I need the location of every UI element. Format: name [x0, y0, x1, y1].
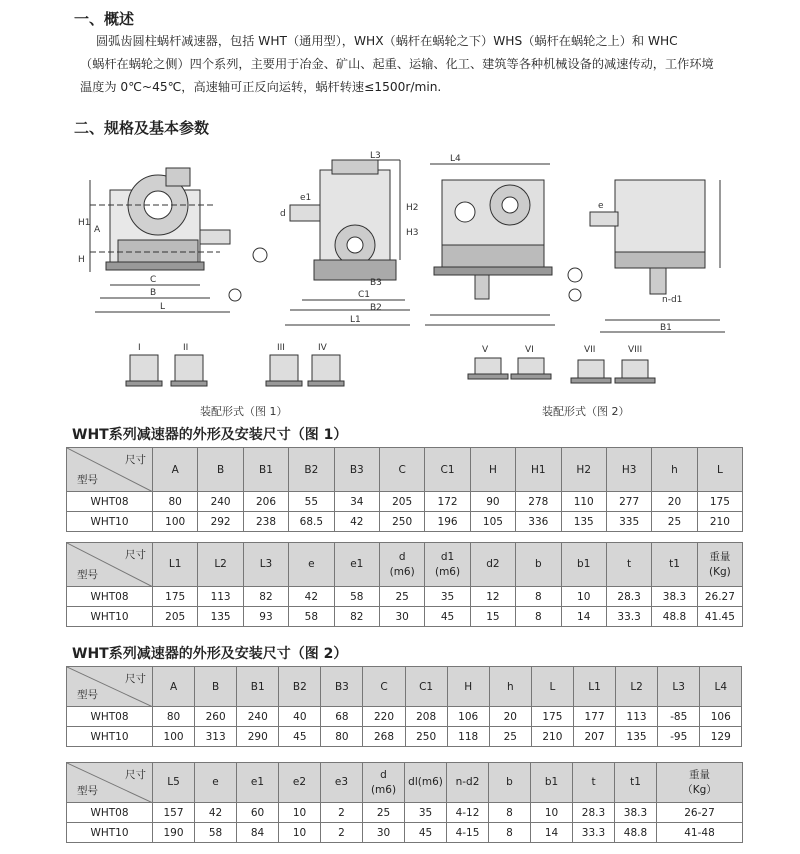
mount-label-3: III — [277, 343, 285, 353]
value-cell: 38.3 — [652, 587, 697, 607]
table2-part1 — [66, 666, 742, 747]
drawings-svg — [70, 150, 790, 420]
dim-label-h2: H2 — [406, 203, 419, 213]
dim-label-c1: C1 — [358, 290, 371, 300]
value-cell: 8 — [489, 823, 531, 843]
figure2-caption: 装配形式（图 2） — [542, 405, 630, 418]
value-cell: 30 — [363, 823, 405, 843]
mount-label-6: VI — [525, 345, 534, 355]
value-cell: 10 — [279, 823, 321, 843]
value-cell: 8 — [489, 803, 531, 823]
value-cell: 135 — [561, 512, 606, 532]
value-cell: 58 — [289, 607, 334, 627]
value-cell: 250 — [405, 727, 447, 747]
value-cell: 33.3 — [606, 607, 651, 627]
table-row — [67, 587, 743, 607]
table-corner-cell — [67, 543, 153, 587]
col-header: C — [363, 667, 405, 707]
table-row — [67, 727, 742, 747]
col-header: e1 — [237, 763, 279, 803]
dim-label-nd1: n-d1 — [662, 295, 683, 305]
value-cell: 196 — [425, 512, 470, 532]
value-cell: 45 — [405, 823, 447, 843]
model-cell: WHT08 — [67, 707, 153, 727]
value-cell: 129 — [700, 727, 742, 747]
value-cell: 38.3 — [615, 803, 657, 823]
value-cell: 28.3 — [573, 803, 615, 823]
value-cell: 60 — [237, 803, 279, 823]
value-cell: 8 — [516, 587, 561, 607]
value-cell: 238 — [243, 512, 288, 532]
col-header: L4 — [700, 667, 742, 707]
col-header: B2 — [279, 667, 321, 707]
col-header: H1 — [516, 448, 561, 492]
value-cell: 68 — [321, 707, 363, 727]
table-corner-cell — [67, 448, 153, 492]
value-cell: 175 — [531, 707, 573, 727]
col-header: B1 — [237, 667, 279, 707]
value-cell: 93 — [243, 607, 288, 627]
value-cell: 10 — [531, 803, 573, 823]
col-header: L3 — [658, 667, 700, 707]
value-cell: 84 — [237, 823, 279, 843]
value-cell: 277 — [606, 492, 651, 512]
col-header: L — [531, 667, 573, 707]
table1-part2 — [66, 542, 743, 627]
dim-label-b3: B3 — [370, 278, 382, 288]
col-header: t — [606, 543, 651, 587]
col-header-weight: 重量 （Kg） — [657, 763, 743, 803]
corner-label-model: 型号 — [77, 689, 98, 701]
figure1-caption: 装配形式（图 1） — [200, 405, 288, 418]
value-cell: 35 — [425, 587, 470, 607]
overview-line-1: 圆弧齿圆柱蜗杆减速器，包括 WHT（通用型），WHX（蜗杆在蜗轮之下）WHS（蜗杆在蜗轮之上）和 WHC — [96, 34, 678, 48]
value-cell: 48.8 — [652, 607, 697, 627]
value-cell: 206 — [243, 492, 288, 512]
value-cell: 208 — [405, 707, 447, 727]
table1-part1 — [66, 447, 743, 532]
col-header: B — [198, 448, 243, 492]
dim-label-b: B — [150, 288, 157, 298]
value-cell: 292 — [198, 512, 243, 532]
mount-label-2: II — [183, 343, 189, 353]
technical-drawings — [70, 150, 790, 420]
value-cell: 34 — [334, 492, 379, 512]
section-heading-specs: 二、规格及基本参数 — [74, 119, 210, 137]
col-header: A — [153, 667, 195, 707]
col-header: b1 — [561, 543, 606, 587]
table1-title: WHT系列减速器的外形及安装尺寸（图 1） — [72, 427, 348, 443]
model-cell: WHT08 — [67, 587, 153, 607]
value-cell: 220 — [363, 707, 405, 727]
value-cell: 35 — [405, 803, 447, 823]
value-cell: 207 — [573, 727, 615, 747]
fig2-side-view — [568, 180, 725, 332]
dim-label-a: A — [94, 225, 101, 235]
table-row — [67, 823, 743, 843]
col-header: H3 — [606, 448, 651, 492]
dim-label-b1: B1 — [660, 323, 672, 333]
value-cell: 82 — [334, 607, 379, 627]
col-header: b — [489, 763, 531, 803]
corner-label-dimension: 尺寸 — [125, 454, 146, 466]
value-cell: 28.3 — [606, 587, 651, 607]
col-header: e2 — [279, 763, 321, 803]
mount-label-7: VII — [584, 345, 596, 355]
table-row — [67, 492, 743, 512]
col-header: L1 — [573, 667, 615, 707]
value-cell: 336 — [516, 512, 561, 532]
dim-label-h3: H3 — [406, 228, 419, 238]
col-header: L3 — [243, 543, 288, 587]
value-cell: 90 — [470, 492, 515, 512]
fig2-front-view — [425, 164, 555, 325]
value-cell: 48.8 — [615, 823, 657, 843]
overview-paragraph — [80, 30, 780, 99]
col-header: t — [573, 763, 615, 803]
value-cell: 82 — [243, 587, 288, 607]
value-cell: 2 — [321, 823, 363, 843]
dim-label-l: L — [160, 302, 166, 312]
value-cell: 335 — [606, 512, 651, 532]
table-corner-cell — [67, 667, 153, 707]
value-cell: 42 — [195, 803, 237, 823]
value-cell: 14 — [561, 607, 606, 627]
col-header: b1 — [531, 763, 573, 803]
value-cell: 175 — [697, 492, 742, 512]
value-cell: 110 — [561, 492, 606, 512]
col-header: e — [289, 543, 334, 587]
table2-title: WHT系列减速器的外形及安装尺寸（图 2） — [72, 646, 348, 662]
value-cell: 106 — [447, 707, 489, 727]
model-cell: WHT10 — [67, 512, 153, 532]
value-cell: 240 — [237, 707, 279, 727]
dim-label-h: H — [78, 255, 85, 265]
section-heading-overview: 一、概述 — [74, 10, 135, 28]
model-cell: WHT10 — [67, 607, 153, 627]
value-cell: 205 — [153, 607, 198, 627]
col-header: L1 — [153, 543, 198, 587]
value-cell: 135 — [198, 607, 243, 627]
corner-label-dimension: 尺寸 — [125, 549, 146, 561]
col-header: C — [379, 448, 424, 492]
col-header: A — [153, 448, 198, 492]
value-cell: 113 — [198, 587, 243, 607]
dim-label-e1: e1 — [300, 193, 312, 203]
corner-label-model: 型号 — [77, 785, 98, 797]
col-header: B2 — [289, 448, 334, 492]
value-cell: -85 — [658, 707, 700, 727]
value-cell: 205 — [379, 492, 424, 512]
value-cell: 260 — [195, 707, 237, 727]
col-header: d2 — [470, 543, 515, 587]
value-cell: 177 — [573, 707, 615, 727]
table-row — [67, 512, 743, 532]
value-cell: 42 — [289, 587, 334, 607]
col-header: L — [697, 448, 742, 492]
value-cell: 25 — [652, 512, 697, 532]
value-cell: 40 — [279, 707, 321, 727]
dim-label-l4: L4 — [450, 154, 461, 164]
table-row — [67, 607, 743, 627]
value-cell: 290 — [237, 727, 279, 747]
table-row — [67, 803, 743, 823]
model-cell: WHT08 — [67, 492, 153, 512]
col-header: n-d2 — [447, 763, 489, 803]
value-cell: 105 — [470, 512, 515, 532]
value-cell: 55 — [289, 492, 334, 512]
value-cell: 25 — [379, 587, 424, 607]
value-cell: 25 — [489, 727, 531, 747]
value-cell: 135 — [616, 727, 658, 747]
value-cell: 190 — [153, 823, 195, 843]
value-cell: 20 — [489, 707, 531, 727]
value-cell: 33.3 — [573, 823, 615, 843]
dim-label-e: e — [598, 201, 604, 211]
model-cell: WHT08 — [67, 803, 153, 823]
value-cell: 68.5 — [289, 512, 334, 532]
col-header: b — [516, 543, 561, 587]
value-cell: 15 — [470, 607, 515, 627]
value-cell: -95 — [658, 727, 700, 747]
mount-label-5: V — [482, 345, 489, 355]
model-cell: WHT10 — [67, 823, 153, 843]
mount-label-8: VIII — [628, 345, 643, 355]
corner-label-dimension: 尺寸 — [125, 673, 146, 685]
col-header: B3 — [334, 448, 379, 492]
dim-label-c: C — [150, 275, 157, 285]
col-header: B3 — [321, 667, 363, 707]
value-cell: 26.27 — [697, 587, 742, 607]
fig1-mount-forms — [126, 355, 344, 386]
value-cell: 45 — [279, 727, 321, 747]
value-cell: 45 — [425, 607, 470, 627]
mount-label-4: IV — [318, 343, 327, 353]
dim-label-h1: H1 — [78, 218, 91, 228]
col-header: h — [489, 667, 531, 707]
fig1-side-view — [285, 160, 410, 325]
col-header: e — [195, 763, 237, 803]
corner-label-dimension: 尺寸 — [125, 769, 146, 781]
value-cell: 278 — [516, 492, 561, 512]
col-header: e1 — [334, 543, 379, 587]
value-cell: 30 — [379, 607, 424, 627]
col-header: d (m6) — [379, 543, 424, 587]
value-cell: 175 — [153, 587, 198, 607]
table-header-row — [67, 448, 743, 492]
fig1-front-view — [90, 168, 267, 312]
value-cell: 268 — [363, 727, 405, 747]
value-cell: 41-48 — [657, 823, 743, 843]
col-header: C1 — [425, 448, 470, 492]
dim-label-b2: B2 — [370, 303, 382, 313]
table-corner-cell — [67, 763, 153, 803]
overview-line-3: 温度为 0℃~45℃，高速轴可正反向运转，蜗杆转速≤1500r/min. — [80, 80, 442, 94]
value-cell: 80 — [153, 707, 195, 727]
value-cell: 4-12 — [447, 803, 489, 823]
value-cell: 10 — [279, 803, 321, 823]
value-cell: 8 — [516, 607, 561, 627]
table-header-row — [67, 667, 742, 707]
value-cell: 118 — [447, 727, 489, 747]
value-cell: 2 — [321, 803, 363, 823]
value-cell: 14 — [531, 823, 573, 843]
table-row — [67, 707, 742, 727]
col-header: H2 — [561, 448, 606, 492]
value-cell: 80 — [153, 492, 198, 512]
col-header: B1 — [243, 448, 288, 492]
value-cell: 80 — [321, 727, 363, 747]
col-header: C1 — [405, 667, 447, 707]
col-header: L5 — [153, 763, 195, 803]
col-header: dl(m6) — [405, 763, 447, 803]
col-header: H — [470, 448, 515, 492]
col-header: t1 — [652, 543, 697, 587]
value-cell: 41.45 — [697, 607, 742, 627]
overview-line-2: （蜗杆在蜗轮之侧）四个系列，主要用于冶金、矿山、起重、运输、化工、建筑等各种机械设备的减速传动，工作环境 — [80, 57, 714, 71]
dim-label-l1: L1 — [350, 315, 361, 325]
value-cell: 58 — [334, 587, 379, 607]
value-cell: 58 — [195, 823, 237, 843]
value-cell: 113 — [616, 707, 658, 727]
col-header: t1 — [615, 763, 657, 803]
value-cell: 250 — [379, 512, 424, 532]
dim-label-d: d — [280, 209, 286, 219]
value-cell: 100 — [153, 512, 198, 532]
value-cell: 25 — [363, 803, 405, 823]
value-cell: 20 — [652, 492, 697, 512]
col-header: d1 (m6) — [425, 543, 470, 587]
table-header-row — [67, 543, 743, 587]
fig2-mount-forms — [468, 358, 655, 383]
value-cell: 100 — [153, 727, 195, 747]
value-cell: 10 — [561, 587, 606, 607]
col-header: h — [652, 448, 697, 492]
value-cell: 106 — [700, 707, 742, 727]
value-cell: 12 — [470, 587, 515, 607]
col-header: B — [195, 667, 237, 707]
value-cell: 240 — [198, 492, 243, 512]
col-header: H — [447, 667, 489, 707]
col-header: L2 — [198, 543, 243, 587]
value-cell: 172 — [425, 492, 470, 512]
value-cell: 210 — [531, 727, 573, 747]
mount-label-1: I — [138, 343, 141, 353]
col-header: d (m6) — [363, 763, 405, 803]
dim-label-l3: L3 — [370, 151, 381, 161]
col-header: e3 — [321, 763, 363, 803]
col-header: L2 — [616, 667, 658, 707]
corner-label-model: 型号 — [77, 569, 98, 581]
corner-label-model: 型号 — [77, 474, 98, 486]
value-cell: 4-15 — [447, 823, 489, 843]
value-cell: 210 — [697, 512, 742, 532]
col-header-weight: 重量 (Kg) — [697, 543, 742, 587]
table-header-row — [67, 763, 743, 803]
table2-part2 — [66, 762, 743, 843]
model-cell: WHT10 — [67, 727, 153, 747]
value-cell: 313 — [195, 727, 237, 747]
value-cell: 42 — [334, 512, 379, 532]
value-cell: 157 — [153, 803, 195, 823]
value-cell: 26-27 — [657, 803, 743, 823]
